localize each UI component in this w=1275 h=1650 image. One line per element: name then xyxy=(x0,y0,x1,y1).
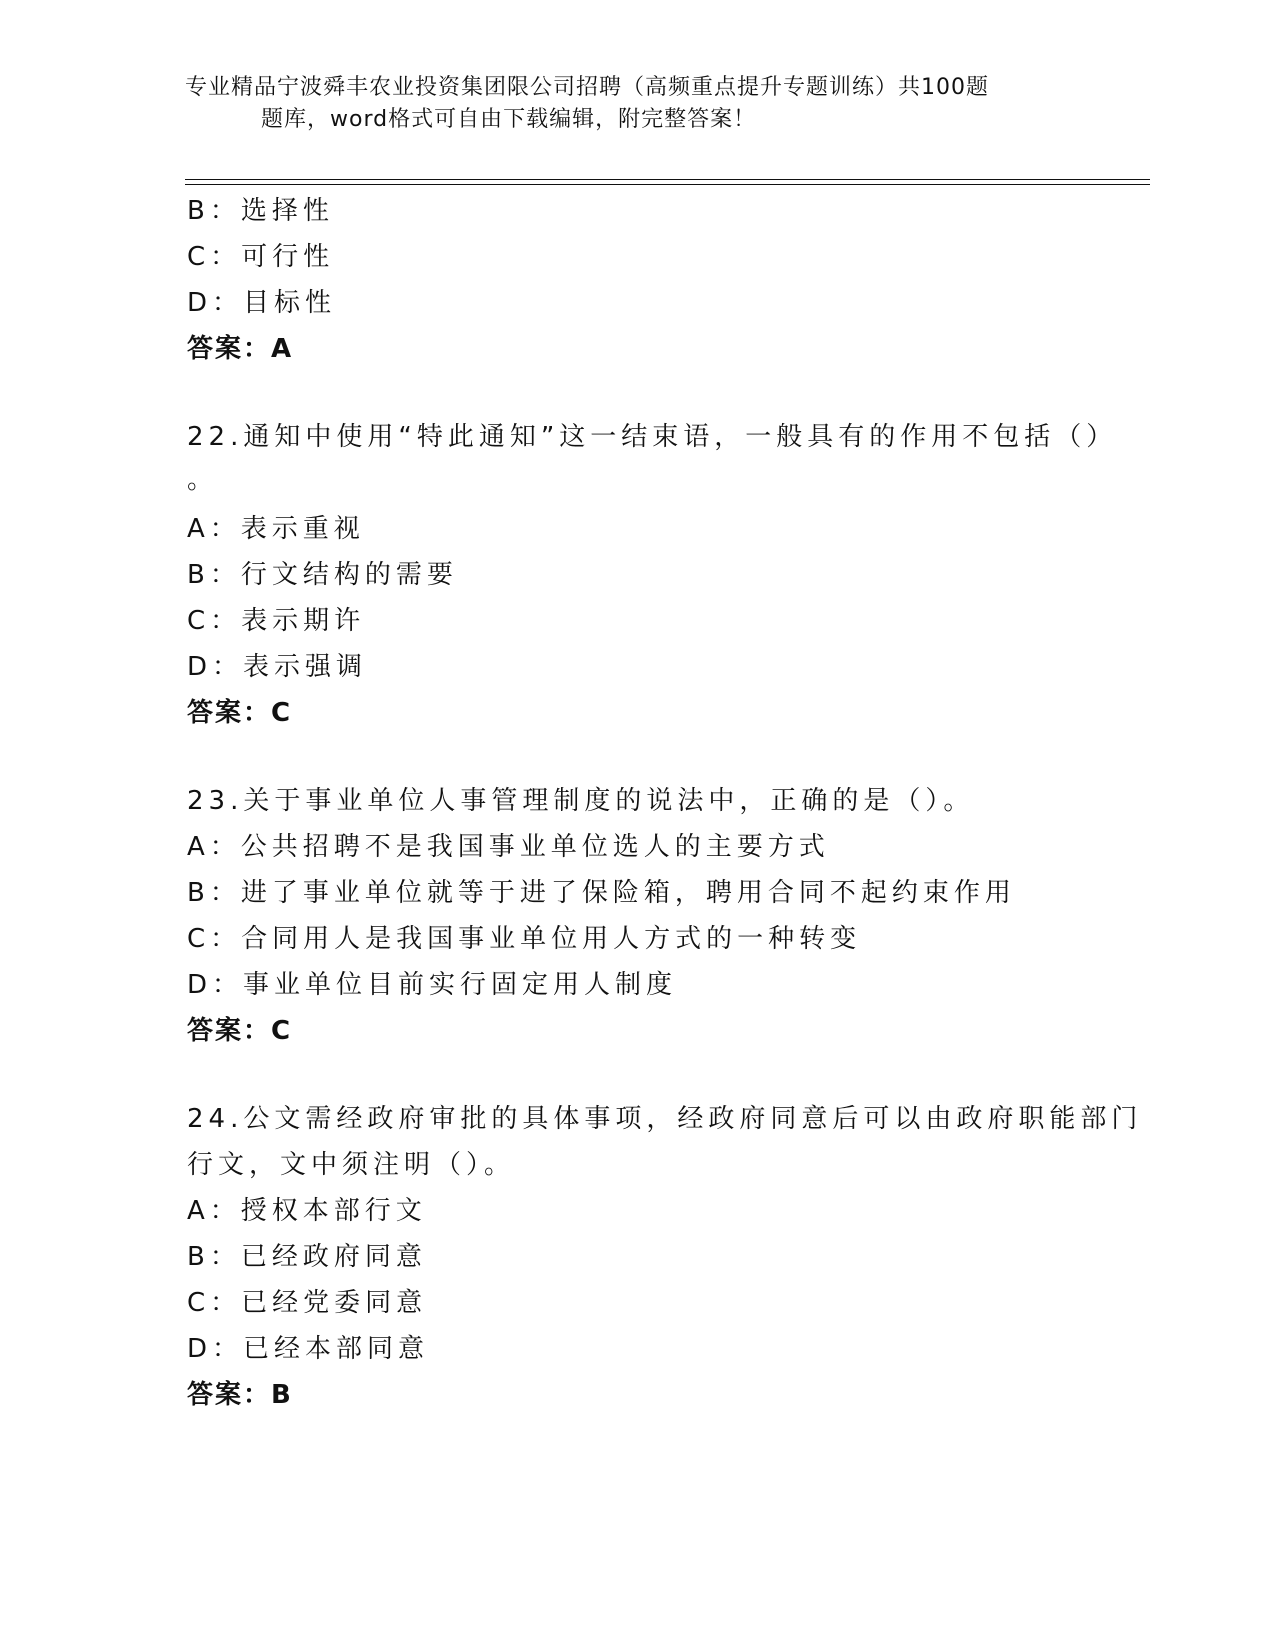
option-c: C：可行性 xyxy=(187,242,335,272)
option-d: D：表示强调 xyxy=(187,652,368,682)
answer-line: 答案：B xyxy=(187,1380,293,1410)
option-b: B：行文结构的需要 xyxy=(187,560,458,590)
option-a: A：公共招聘不是我国事业单位选人的主要方式 xyxy=(187,832,830,862)
option-b: B：进了事业单位就等于进了保险箱，聘用合同不起约束作用 xyxy=(187,878,1016,908)
question-stem-continuation: 行文，文中须注明（）。 xyxy=(187,1150,516,1180)
spacer xyxy=(187,372,1087,414)
question-23 xyxy=(187,778,1087,1054)
answer-line: 答案：C xyxy=(187,698,293,728)
option-a: A：表示重视 xyxy=(187,514,365,544)
question-stem: 24.公文需经政府审批的具体事项，经政府同意后可以由政府职能部门 xyxy=(187,1104,1143,1134)
option-d: D：已经本部同意 xyxy=(187,1334,430,1364)
option-d: D：目标性 xyxy=(187,288,337,318)
question-24 xyxy=(187,1096,1143,1418)
header-title-line-1: 专业精品宁波舜丰农业投资集团限公司招聘（高频重点提升专题训练）共100题 xyxy=(185,75,989,100)
option-d: D：事业单位目前实行固定用人制度 xyxy=(187,970,678,1000)
question-stem: 23.关于事业单位人事管理制度的说法中，正确的是（）。 xyxy=(187,786,975,816)
spacer xyxy=(187,736,1087,778)
question-stem-continuation: 。 xyxy=(187,465,219,495)
document-header xyxy=(185,72,1065,136)
question-list xyxy=(187,188,1143,1418)
question-stem: 22.通知中使用“特此通知”这一结束语，一般具有的作用不包括（） xyxy=(187,422,1118,452)
spacer xyxy=(187,1054,1087,1096)
question-21-tail xyxy=(187,188,1087,372)
question-22 xyxy=(187,414,1118,736)
option-b: B：选择性 xyxy=(187,196,334,226)
option-c: C：合同用人是我国事业单位用人方式的一种转变 xyxy=(187,924,862,954)
header-title-line-2: 题库，word格式可自由下载编辑，附完整答案！ xyxy=(261,107,757,132)
header-rule-top xyxy=(185,179,1150,180)
option-c: C：已经党委同意 xyxy=(187,1288,428,1318)
header-rule-bottom xyxy=(185,184,1150,185)
answer-line: 答案：A xyxy=(187,334,294,364)
option-b: B：已经政府同意 xyxy=(187,1242,427,1272)
answer-line: 答案：C xyxy=(187,1016,293,1046)
option-c: C：表示期许 xyxy=(187,606,366,636)
option-a: A：授权本部行文 xyxy=(187,1196,427,1226)
